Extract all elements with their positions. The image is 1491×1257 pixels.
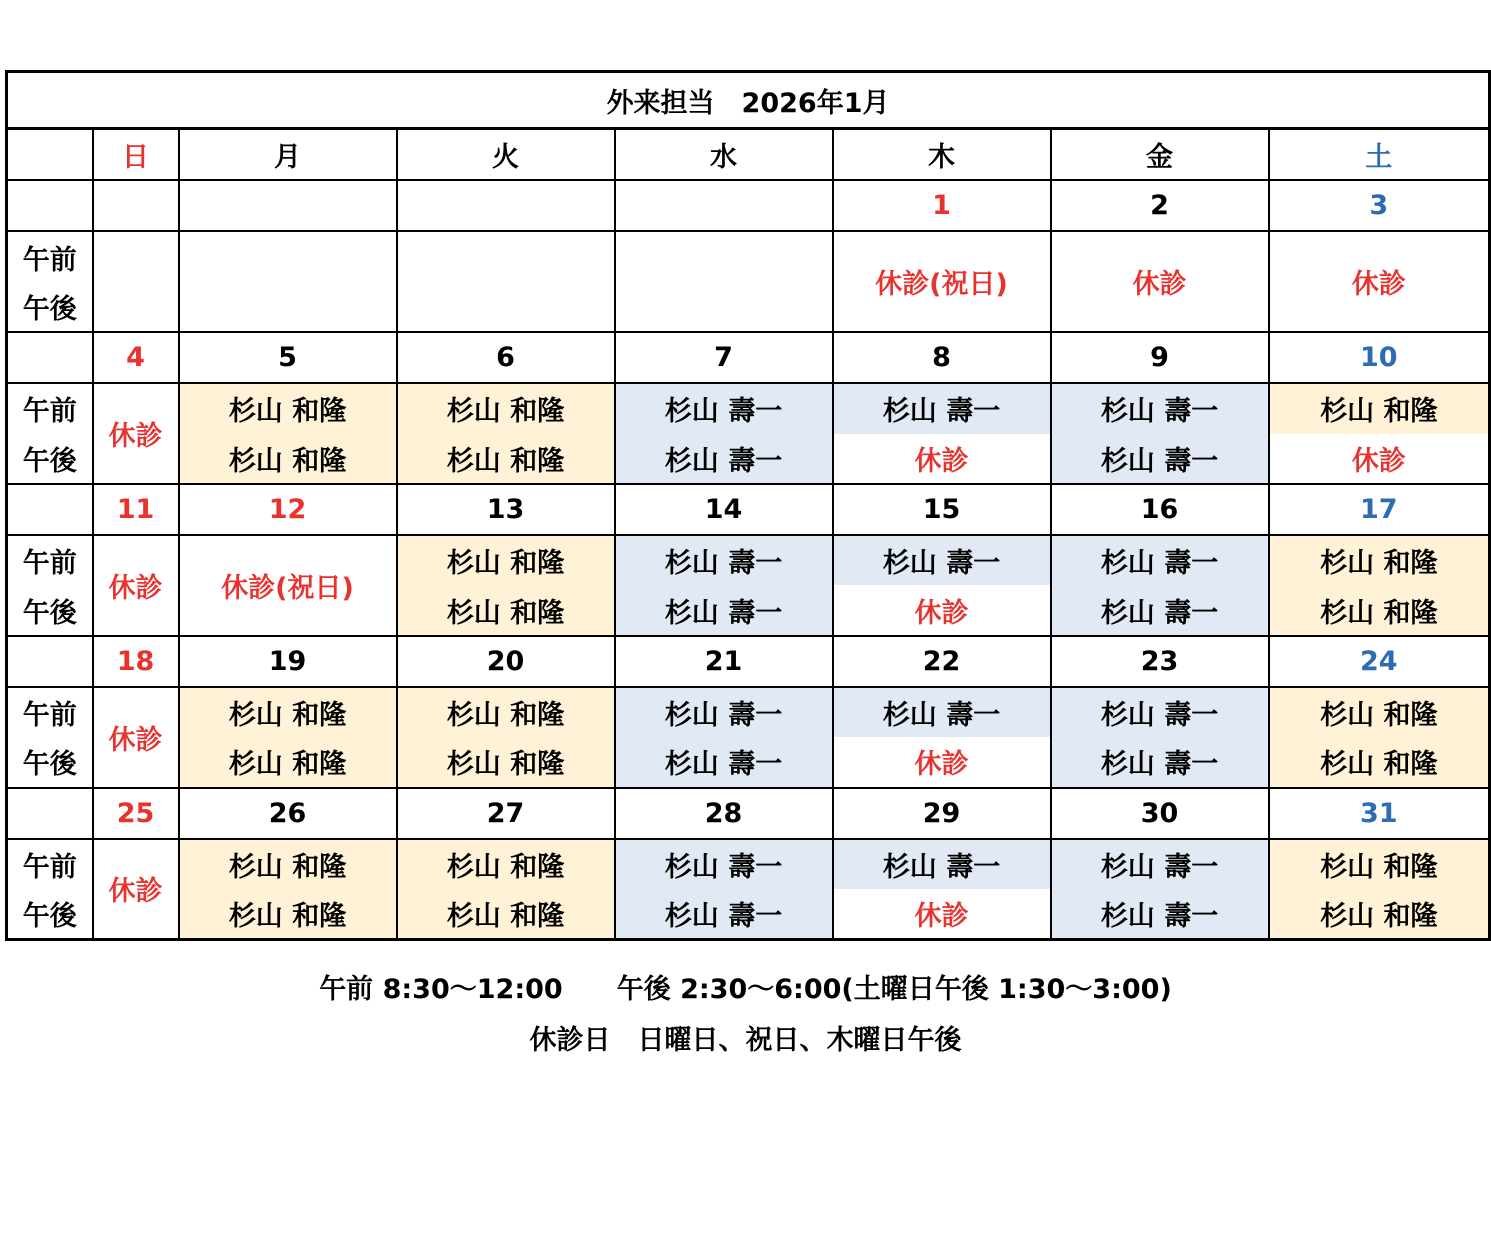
corner-cell — [7, 129, 93, 180]
session-label-cell — [7, 687, 93, 788]
date-cell — [93, 180, 179, 231]
pm-closed-label: 休診 — [834, 585, 1050, 634]
date-cell: 7 — [615, 332, 833, 383]
date-cell: 22 — [833, 636, 1051, 687]
am-doctor-name: 杉山 和隆 — [398, 384, 614, 433]
date-cell — [397, 180, 615, 231]
closed-days-note: 休診日 日曜日、祝日、木曜日午後 — [529, 1025, 962, 1056]
empty-cell — [615, 231, 833, 332]
doctor-cell — [397, 383, 615, 484]
doctor-cell — [1051, 839, 1269, 940]
weekday-header: 月 — [179, 129, 397, 180]
date-cell: 6 — [397, 332, 615, 383]
am-label: 午前 — [22, 700, 77, 732]
am-doctor-name: 杉山 壽一 — [834, 840, 1050, 889]
am-doctor-name: 杉山 壽一 — [1052, 840, 1268, 889]
pm-closed-label: 休診 — [834, 434, 1050, 483]
am-doctor-name: 杉山 壽一 — [1052, 688, 1268, 737]
date-cell: 15 — [833, 484, 1051, 535]
am-label: 午前 — [22, 851, 77, 883]
schedule-row — [7, 383, 1490, 484]
date-cell: 19 — [179, 636, 397, 687]
pm-doctor-name: 杉山 壽一 — [616, 434, 832, 483]
weekday-header: 木 — [833, 129, 1051, 180]
pm-doctor-name: 杉山 和隆 — [398, 889, 614, 938]
weekday-header-row — [7, 129, 1490, 180]
doctor-cell — [615, 535, 833, 636]
date-cell: 17 — [1269, 484, 1490, 535]
am-doctor-name: 杉山 壽一 — [616, 688, 832, 737]
closed-cell: 休診(祝日) — [179, 535, 397, 636]
weekday-header: 金 — [1051, 129, 1269, 180]
doctor-cell — [397, 839, 615, 940]
pm-doctor-name: 杉山 和隆 — [1270, 585, 1489, 634]
date-cell: 13 — [397, 484, 615, 535]
date-cell: 1 — [833, 180, 1051, 231]
am-doctor-name: 杉山 和隆 — [180, 840, 396, 889]
am-label: 午前 — [22, 548, 77, 580]
doctor-cell — [1269, 839, 1490, 940]
doctor-cell — [833, 687, 1051, 788]
date-cell: 2 — [1051, 180, 1269, 231]
date-row — [7, 332, 1490, 383]
table-title: 外来担当 2026年1月 — [7, 72, 1490, 129]
date-cell: 21 — [615, 636, 833, 687]
pm-label: 午後 — [22, 597, 77, 629]
date-cell: 28 — [615, 788, 833, 839]
am-doctor-name: 杉山 和隆 — [180, 384, 396, 433]
session-label-cell — [7, 535, 93, 636]
date-cell: 23 — [1051, 636, 1269, 687]
date-cell — [179, 180, 397, 231]
date-cell: 14 — [615, 484, 833, 535]
date-row — [7, 484, 1490, 535]
am-doctor-name: 杉山 壽一 — [1052, 536, 1268, 585]
pm-doctor-name: 杉山 壽一 — [1052, 737, 1268, 786]
pm-doctor-name: 杉山 和隆 — [180, 889, 396, 938]
date-row — [7, 788, 1490, 839]
schedule-row — [7, 231, 1490, 332]
session-label-cell — [7, 231, 93, 332]
am-doctor-name: 杉山 和隆 — [398, 840, 614, 889]
closed-cell: 休診 — [93, 839, 179, 940]
am-doctor-name: 杉山 壽一 — [834, 384, 1050, 433]
date-label-cell — [7, 484, 93, 535]
doctor-cell — [615, 687, 833, 788]
pm-label: 午後 — [22, 749, 77, 781]
date-cell: 9 — [1051, 332, 1269, 383]
date-cell: 4 — [93, 332, 179, 383]
doctor-cell — [179, 687, 397, 788]
date-cell: 29 — [833, 788, 1051, 839]
am-doctor-name: 杉山 壽一 — [616, 536, 832, 585]
am-doctor-name: 杉山 壽一 — [834, 536, 1050, 585]
closed-cell: 休診(祝日) — [833, 231, 1051, 332]
am-doctor-name: 杉山 壽一 — [616, 840, 832, 889]
weeks-body — [7, 180, 1490, 939]
date-cell: 8 — [833, 332, 1051, 383]
am-doctor-name: 杉山 壽一 — [1052, 384, 1268, 433]
date-cell: 25 — [93, 788, 179, 839]
schedule-table — [5, 70, 1491, 941]
date-row — [7, 636, 1490, 687]
empty-cell — [93, 231, 179, 332]
am-doctor-name: 杉山 和隆 — [1270, 384, 1489, 433]
doctor-cell — [1269, 535, 1490, 636]
pm-label: 午後 — [22, 900, 77, 932]
closed-cell: 休診 — [93, 535, 179, 636]
date-cell — [615, 180, 833, 231]
date-label-cell — [7, 180, 93, 231]
schedule-row — [7, 687, 1490, 788]
pm-doctor-name: 杉山 和隆 — [398, 434, 614, 483]
doctor-cell — [833, 535, 1051, 636]
session-label-cell — [7, 383, 93, 484]
empty-cell — [397, 231, 615, 332]
date-cell: 27 — [397, 788, 615, 839]
date-cell: 5 — [179, 332, 397, 383]
doctor-cell — [179, 383, 397, 484]
date-cell: 30 — [1051, 788, 1269, 839]
pm-doctor-name: 杉山 壽一 — [616, 737, 832, 786]
pm-doctor-name: 杉山 和隆 — [398, 737, 614, 786]
empty-cell — [179, 231, 397, 332]
doctor-cell — [1051, 535, 1269, 636]
doctor-cell — [1051, 383, 1269, 484]
am-label: 午前 — [22, 396, 77, 428]
doctor-cell — [397, 687, 615, 788]
pm-closed-label: 休診 — [1270, 434, 1489, 483]
am-doctor-name: 杉山 和隆 — [1270, 688, 1489, 737]
pm-doctor-name: 杉山 壽一 — [1052, 889, 1268, 938]
closed-cell: 休診 — [1051, 231, 1269, 332]
pm-label: 午後 — [22, 445, 77, 477]
doctor-cell — [615, 839, 833, 940]
pm-doctor-name: 杉山 和隆 — [1270, 737, 1489, 786]
pm-label: 午後 — [22, 293, 77, 325]
date-label-cell — [7, 788, 93, 839]
date-cell: 18 — [93, 636, 179, 687]
schedule-row — [7, 839, 1490, 940]
date-cell: 26 — [179, 788, 397, 839]
date-cell: 11 — [93, 484, 179, 535]
date-cell: 16 — [1051, 484, 1269, 535]
closed-cell: 休診 — [1269, 231, 1490, 332]
pm-doctor-name: 杉山 和隆 — [398, 585, 614, 634]
doctor-cell — [179, 839, 397, 940]
schedule-row — [7, 535, 1490, 636]
pm-doctor-name: 杉山 壽一 — [616, 585, 832, 634]
date-cell: 3 — [1269, 180, 1490, 231]
doctor-cell — [1269, 687, 1490, 788]
am-doctor-name: 杉山 和隆 — [1270, 840, 1489, 889]
am-doctor-name: 杉山 和隆 — [398, 688, 614, 737]
doctor-cell — [833, 383, 1051, 484]
date-label-cell — [7, 636, 93, 687]
pm-doctor-name: 杉山 壽一 — [1052, 585, 1268, 634]
pm-doctor-name: 杉山 和隆 — [1270, 889, 1489, 938]
weekday-header: 水 — [615, 129, 833, 180]
date-cell: 31 — [1269, 788, 1490, 839]
doctor-cell — [615, 383, 833, 484]
am-doctor-name: 杉山 壽一 — [834, 688, 1050, 737]
closed-cell: 休診 — [93, 383, 179, 484]
session-label-cell — [7, 839, 93, 940]
date-row — [7, 180, 1490, 231]
doctor-cell — [1051, 687, 1269, 788]
am-doctor-name: 杉山 和隆 — [398, 536, 614, 585]
date-label-cell — [7, 332, 93, 383]
weekday-header: 火 — [397, 129, 615, 180]
am-doctor-name: 杉山 和隆 — [180, 688, 396, 737]
date-cell: 12 — [179, 484, 397, 535]
date-cell: 24 — [1269, 636, 1490, 687]
pm-doctor-name: 杉山 和隆 — [180, 737, 396, 786]
pm-doctor-name: 杉山 壽一 — [616, 889, 832, 938]
pm-closed-label: 休診 — [834, 737, 1050, 786]
pm-closed-label: 休診 — [834, 889, 1050, 938]
weekday-header: 日 — [93, 129, 179, 180]
weekday-header: 土 — [1269, 129, 1490, 180]
hours-note: 午前 8:30～12:00 午後 2:30～6:00(土曜日午後 1:30～3:00) — [319, 974, 1172, 1005]
doctor-cell — [397, 535, 615, 636]
pm-doctor-name: 杉山 和隆 — [180, 434, 396, 483]
closed-cell: 休診 — [93, 687, 179, 788]
doctor-cell — [1269, 383, 1490, 484]
pm-doctor-name: 杉山 壽一 — [1052, 434, 1268, 483]
am-doctor-name: 杉山 壽一 — [616, 384, 832, 433]
date-cell: 10 — [1269, 332, 1490, 383]
am-doctor-name: 杉山 和隆 — [1270, 536, 1489, 585]
date-cell: 20 — [397, 636, 615, 687]
doctor-cell — [833, 839, 1051, 940]
am-label: 午前 — [22, 244, 77, 276]
